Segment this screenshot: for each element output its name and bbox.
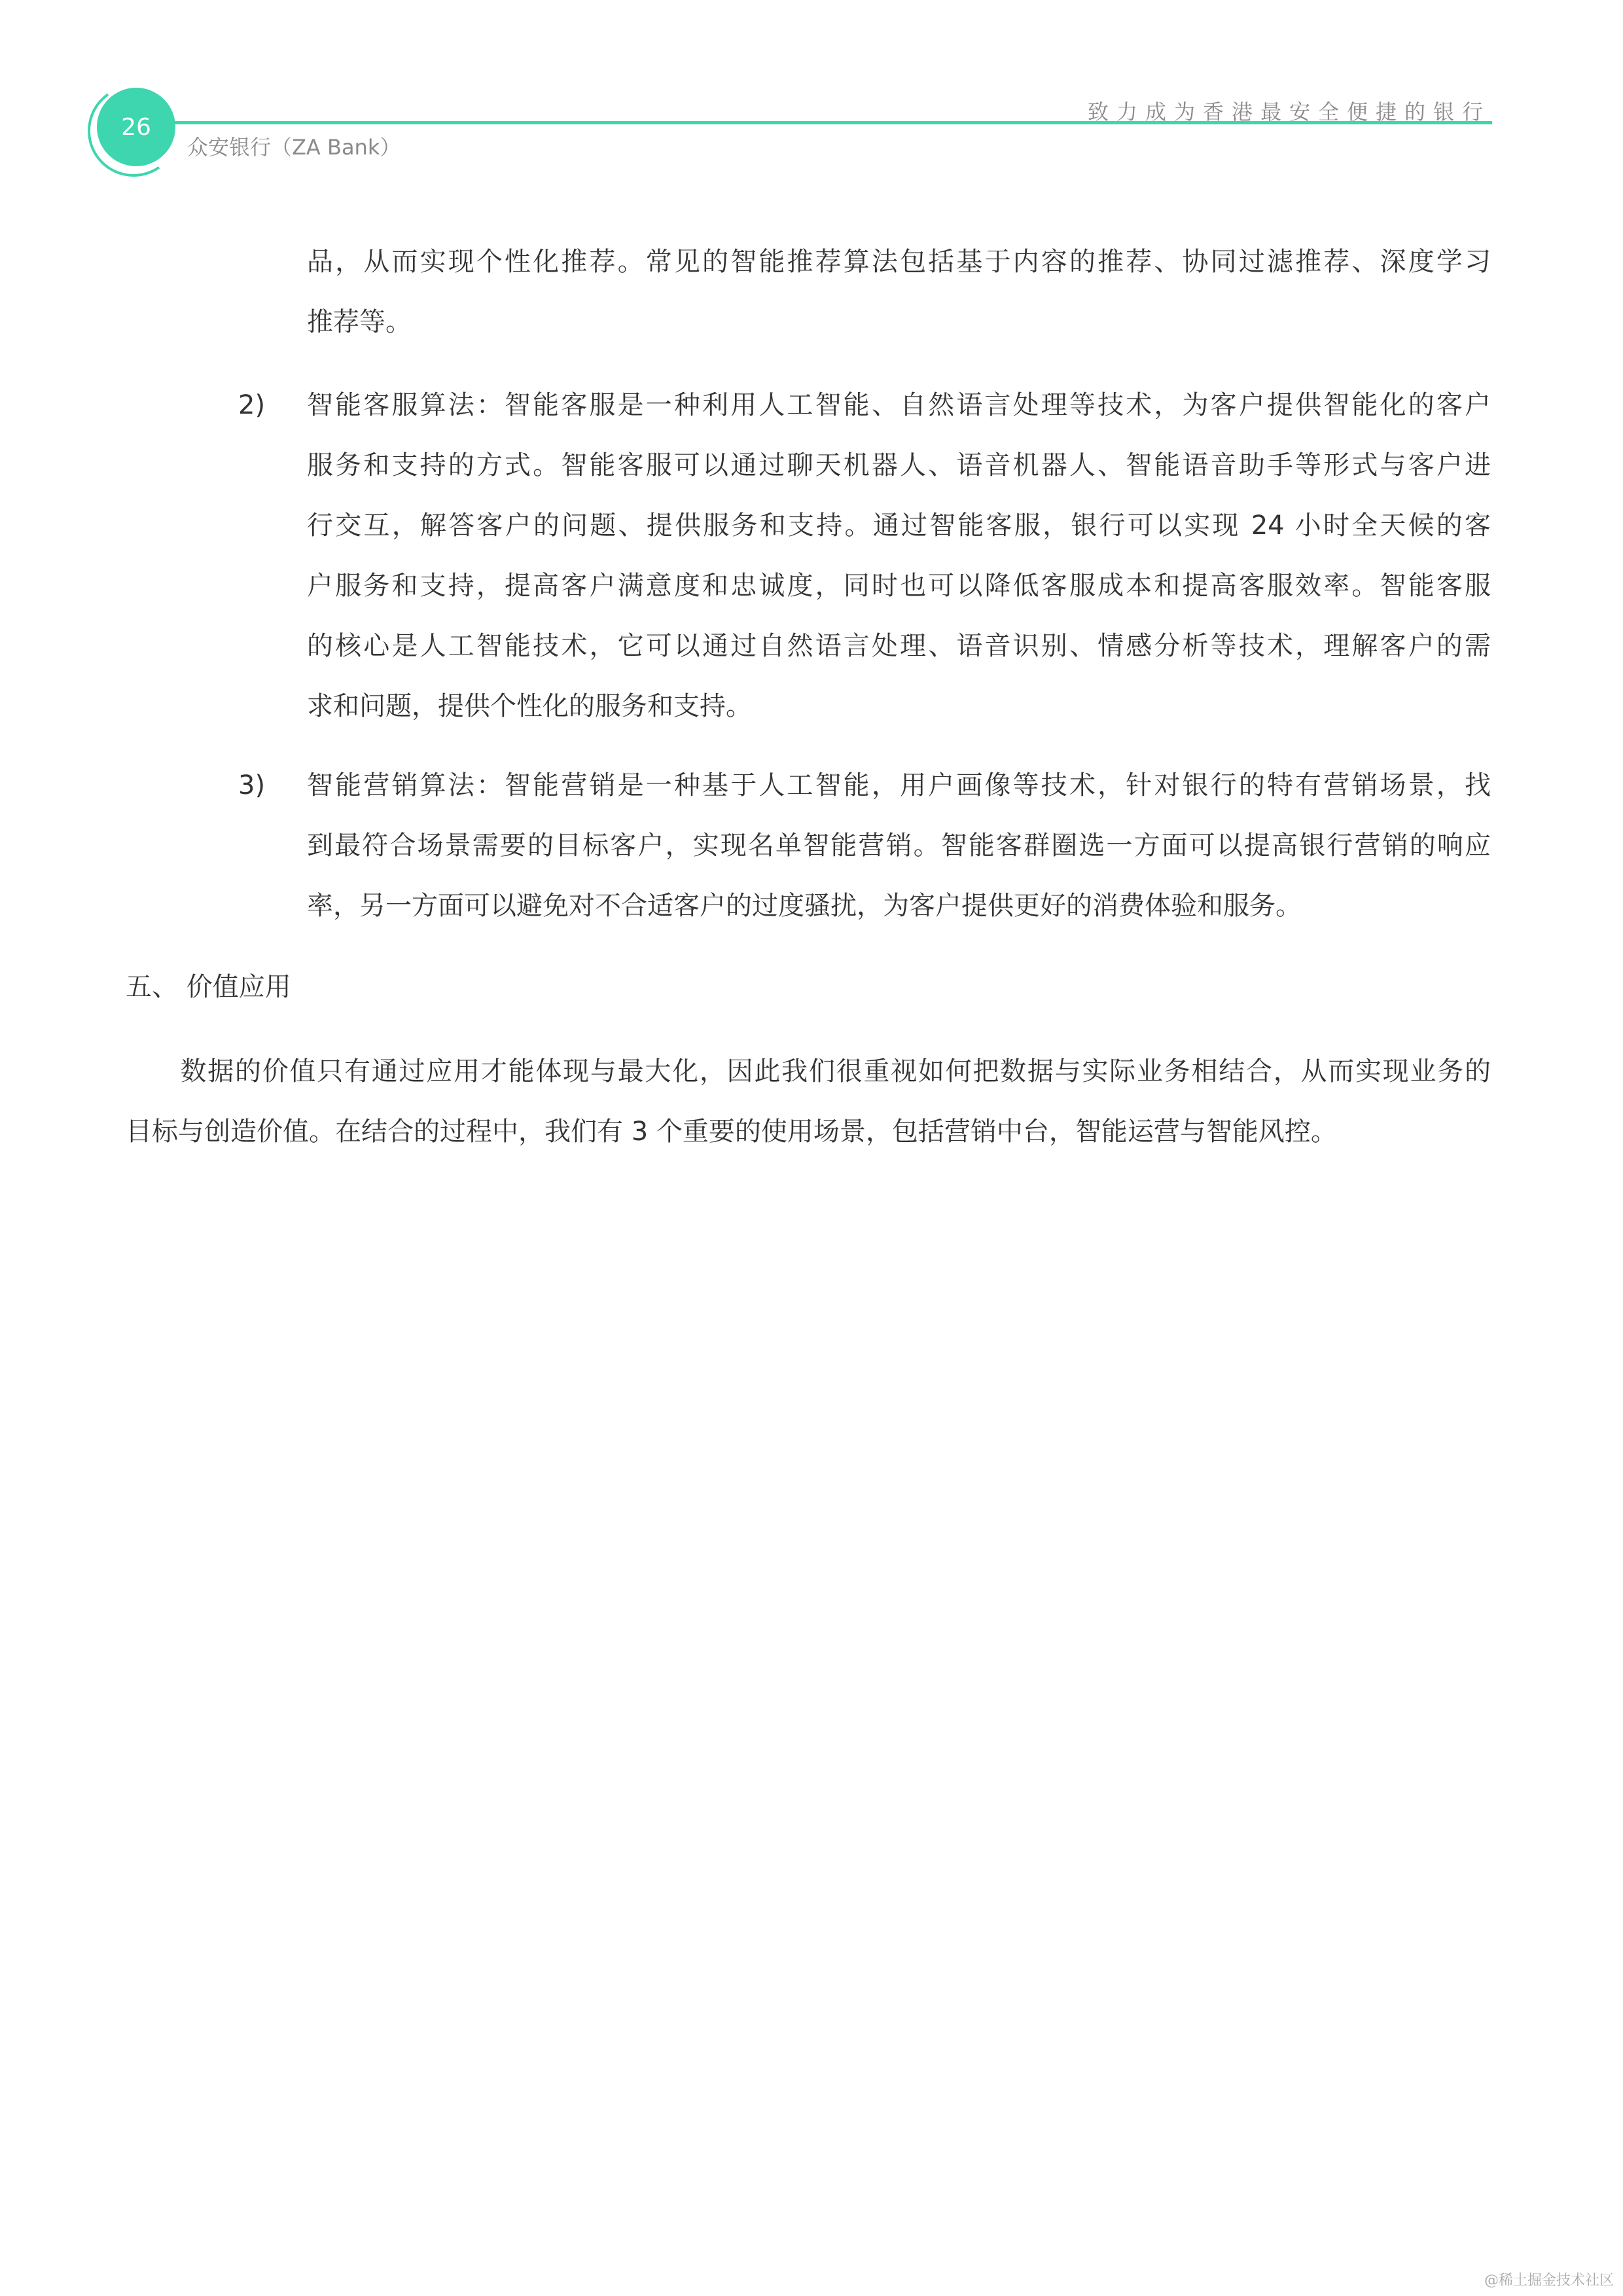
text-line: 求和问题，提供个性化的服务和支持。 [307,691,752,721]
header-bank-name: 众安银行（ZA Bank） [187,135,401,160]
page-number: 26 [121,113,151,141]
text-line: 数据的价值只有通过应用才能体现与最大化，因此我们很重视如何把数据与实际业务相结合，从而实现业务的 [126,1056,1491,1086]
text-line: 品，从而实现个性化推荐。常见的智能推荐算法包括基于内容的推荐、协同过滤推荐、深度学习 [307,247,1491,277]
header-tagline: 致力成为香港最安全便捷的银行 [1087,99,1491,124]
item2-number: 2) [238,390,266,420]
item1-continuation [307,232,1491,352]
text-line: 行交互，解答客户的问题、提供服务和支持。通过智能客服，银行可以实现 24 小时全天候的客 [307,511,1491,541]
item3-text [307,755,1491,936]
text-line: 率，另一方面可以避免对不合适客户的过度骚扰，为客户提供更好的消费体验和服务。 [307,891,1302,921]
text-line: 目标与创造价值。在结合的过程中，我们有 3 个重要的使用场景，包括营销中台，智能运营与智能风控。 [126,1117,1337,1147]
item2-text [307,375,1491,736]
text-line: 的核心是人工智能技术，它可以通过自然语言处理、语音识别、情感分析等技术，理解客户的需 [307,631,1491,661]
section-paragraph [126,1041,1491,1162]
text-line: 服务和支持的方式。智能客服可以通过聊天机器人、语音机器人、智能语音助手等形式与客户进 [307,450,1491,480]
text-line: 智能客服算法：智能客服是一种利用人工智能、自然语言处理等技术，为客户提供智能化的客户 [307,390,1491,420]
text-line: 到最符合场景需要的目标客户，实现名单智能营销。智能客群圈选一方面可以提高银行营销的响应 [307,831,1491,861]
page-number-badge [97,88,175,166]
text-line: 推荐等。 [307,307,412,337]
watermark: @稀土掘金技术社区 [1484,2272,1614,2289]
section-heading: 五、 价值应用 [126,972,291,1002]
item3-number: 3) [238,770,266,800]
text-line: 户服务和支持，提高客户满意度和忠诚度，同时也可以降低客服成本和提高客服效率。智能客服 [307,571,1491,601]
text-line: 智能营销算法：智能营销是一种基于人工智能，用户画像等技术，针对银行的特有营销场景，找 [307,770,1491,800]
